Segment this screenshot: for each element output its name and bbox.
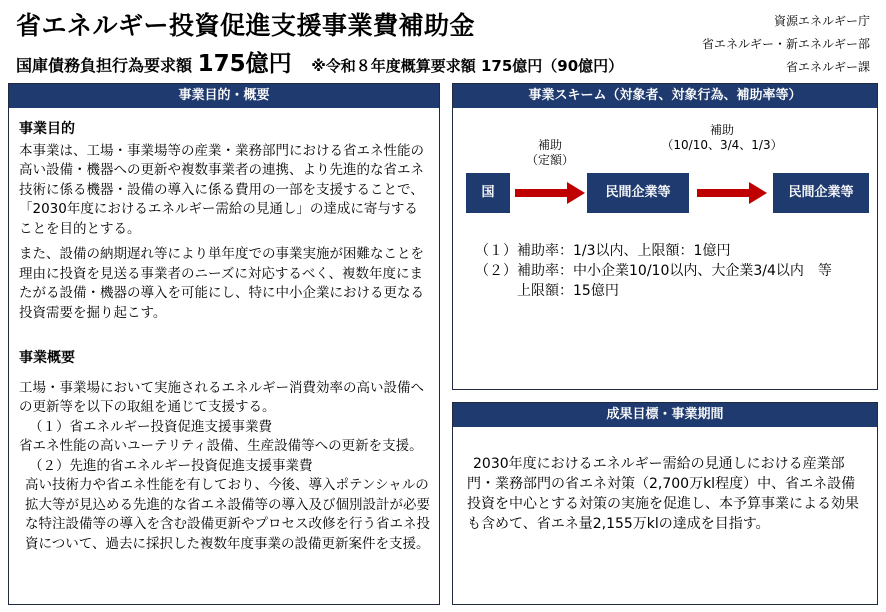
purpose-overview-panel — [8, 83, 440, 605]
org-division: 省エネルギー課 — [785, 60, 870, 74]
scheme-diagram — [453, 108, 877, 233]
arrow-2-label: 補助 （10/10、3/4、1/3） — [661, 123, 783, 152]
purpose-paragraph-1: 本事業は、工場・事業場等の産業・業務部門における省エネ性能の高い設備・機器への更新や複数事業者の連携、より先進的な省エネ技術に係る機器・設備の導入に係る費用の一部を支援することで、「2030年度におけるエネルギー需給の見通し」の達成に寄与することを目的とする。 — [19, 142, 424, 237]
purpose-heading: 事業目的 — [19, 121, 75, 137]
node-government: 国 — [466, 173, 510, 213]
rate-item-2: （２）補助率：中小企業10/10以内、大企業3/4以内 等 — [475, 263, 832, 279]
page-title: 省エネルギー投資促進支援事業費補助金 — [16, 11, 476, 40]
overview-heading: 事業概要 — [19, 350, 75, 366]
purpose-overview-header: 事業目的・概要 — [9, 84, 439, 108]
scheme-panel — [452, 83, 878, 390]
budget-label: 国庫債務負担行為要求額 — [16, 56, 193, 75]
overview-item-2-desc: 高い技術力や省エネ性能を有しており、今後、導入ポテンシャルの拡大等が見込める先進的な省エネ設備等の導入及び個別設計が必要な特注設備等の導入を含む設備更新やプロセス改修を行う省エネ投資について、過去に採択した複数年度事業の設備更新案件を支援。 — [25, 477, 430, 552]
rate-item-1: （１）補助率：1/3以内、上限額：1億円 — [475, 243, 731, 259]
result-panel — [452, 402, 878, 605]
org-agency: 資源エネルギー庁 — [773, 14, 870, 28]
budget-line — [16, 45, 623, 78]
org-department: 省エネルギー・新エネルギー部 — [701, 37, 870, 51]
subsidy-rates — [453, 241, 877, 301]
organization — [702, 10, 870, 79]
arrow-2-icon — [697, 182, 767, 204]
budget-note: ※令和８年度概算要求額 175億円（90億円） — [311, 57, 624, 75]
arrow-1-icon — [515, 182, 585, 204]
purpose-paragraph-2: また、設備の納期遅れ等により単年度での事業実施が困難なことを理由に投資を見送る事業者のニーズに対応するべく、複数年度にまたがる設備・機器の導入を可能にし、特に中小企業における更なる投資需要を掘り起こす。 — [19, 246, 424, 321]
node-private-company-2: 民間企業等 — [773, 173, 869, 213]
overview-intro: 工場・事業場において実施されるエネルギー消費効率の高い設備への更新等を以下の取組を通じて支援する。 — [19, 379, 424, 415]
scheme-header: 事業スキーム（対象者、対象行為、補助率等） — [453, 84, 877, 108]
rate-item-2-cap: 上限額：15億円 — [517, 283, 619, 299]
node-private-company-1: 民間企業等 — [587, 173, 689, 213]
result-header: 成果目標・事業期間 — [453, 403, 877, 427]
arrow-1-label: 補助 （定額） — [525, 138, 574, 167]
overview-item-2-title: （２）先進的省エネルギー投資促進支援事業費 — [29, 457, 313, 474]
budget-amount: 175億円 — [197, 51, 292, 77]
overview-item-1-title: （１）省エネルギー投資促進支援事業費 — [29, 418, 272, 435]
overview-item-1-desc: 省エネ性能の高いユーテリティ設備、生産設備等への更新を支援。 — [19, 438, 423, 454]
result-text: 2030年度におけるエネルギー需給の見通しにおける産業部門・業務部門の省エネ対策（2,700万kl程度）中、省エネ設備投資を中心とする対策の実施を促進し、本予算事業による効果も含めて、省エネ量2,155万klの達成を目指す。 — [467, 456, 859, 532]
